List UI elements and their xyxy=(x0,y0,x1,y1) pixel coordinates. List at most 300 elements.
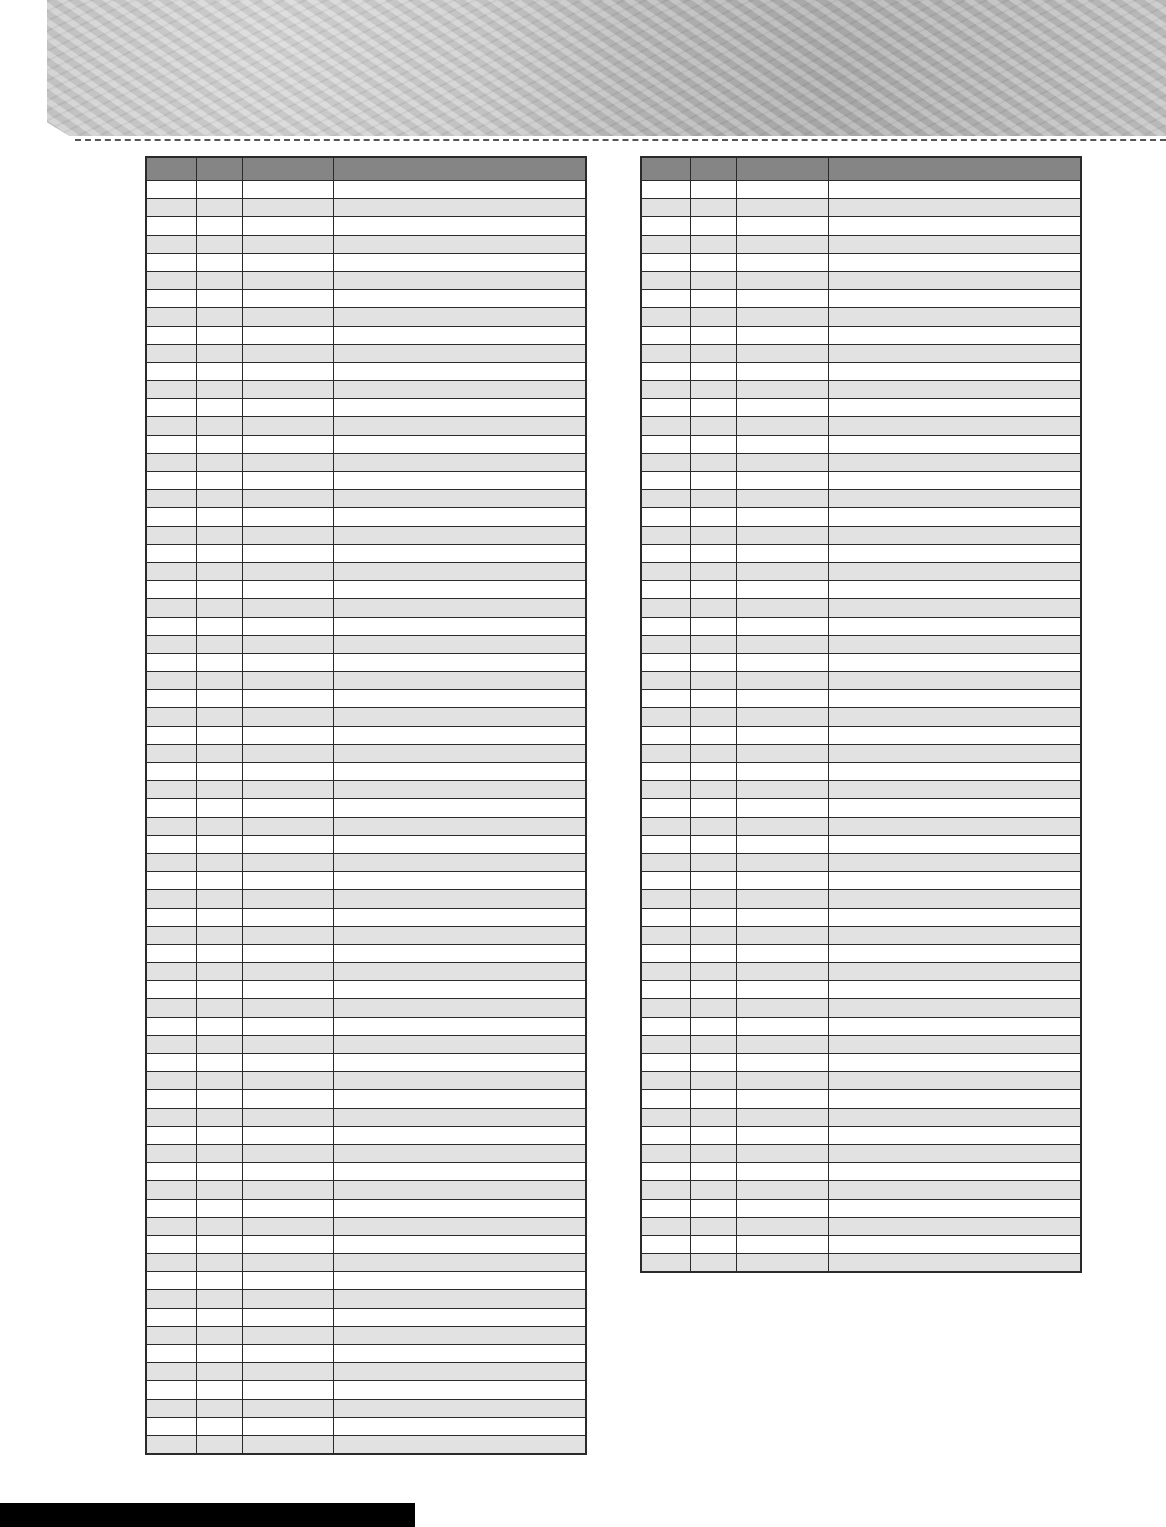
table-cell xyxy=(196,271,242,289)
table-cell xyxy=(690,581,736,599)
table-row xyxy=(146,1217,586,1235)
table-cell xyxy=(242,763,333,781)
table-row xyxy=(641,653,1081,671)
table-cell xyxy=(333,253,586,271)
table-cell xyxy=(242,1290,333,1308)
table-cell xyxy=(242,526,333,544)
table-row xyxy=(146,1399,586,1417)
table-cell xyxy=(641,963,690,981)
table-cell xyxy=(828,981,1081,999)
table-cell xyxy=(333,981,586,999)
table-cell xyxy=(690,1144,736,1162)
table-cell xyxy=(828,326,1081,344)
table-row xyxy=(641,763,1081,781)
table-cell xyxy=(146,490,196,508)
table-row xyxy=(641,1199,1081,1217)
table-cell xyxy=(828,617,1081,635)
table-cell xyxy=(333,1435,586,1453)
table-cell xyxy=(333,435,586,453)
table-row xyxy=(146,217,586,235)
table-cell xyxy=(146,1308,196,1326)
table-cell xyxy=(828,417,1081,435)
table-cell xyxy=(641,1108,690,1126)
table-cell xyxy=(242,1272,333,1290)
table-cell xyxy=(333,653,586,671)
table-cell xyxy=(690,690,736,708)
table-cell xyxy=(196,181,242,199)
table-cell xyxy=(146,835,196,853)
table-cell xyxy=(242,653,333,671)
table-cell xyxy=(146,526,196,544)
table-cell xyxy=(641,981,690,999)
table-cell xyxy=(196,817,242,835)
table-cell xyxy=(828,926,1081,944)
table-row xyxy=(641,235,1081,253)
table-row xyxy=(146,890,586,908)
table-cell xyxy=(333,726,586,744)
table-cell xyxy=(641,890,690,908)
table-cell xyxy=(333,1017,586,1035)
table-cell xyxy=(146,944,196,962)
table-cell xyxy=(641,781,690,799)
table-row xyxy=(146,508,586,526)
table-cell xyxy=(641,744,690,762)
table-cell xyxy=(242,835,333,853)
table-cell xyxy=(196,672,242,690)
table-row xyxy=(641,1017,1081,1035)
table-cell xyxy=(333,799,586,817)
table-row xyxy=(146,1235,586,1253)
table-row xyxy=(641,326,1081,344)
table-cell xyxy=(690,799,736,817)
table-cell xyxy=(641,1090,690,1108)
table-cell xyxy=(146,1235,196,1253)
table-cell xyxy=(146,381,196,399)
table-cell xyxy=(736,1126,828,1144)
table-cell xyxy=(690,235,736,253)
table-cell xyxy=(242,472,333,490)
table-row xyxy=(641,1035,1081,1053)
table-cell xyxy=(736,963,828,981)
table-cell xyxy=(828,199,1081,217)
table-row xyxy=(146,181,586,199)
table-cell xyxy=(828,690,1081,708)
table-row xyxy=(641,708,1081,726)
table-cell xyxy=(242,271,333,289)
table-row xyxy=(641,926,1081,944)
table-cell xyxy=(736,526,828,544)
table-cell xyxy=(736,1054,828,1072)
table-cell xyxy=(242,1308,333,1326)
table-cell xyxy=(146,1072,196,1090)
table-cell xyxy=(242,1126,333,1144)
table-row xyxy=(146,708,586,726)
table-cell xyxy=(196,1326,242,1344)
table-cell xyxy=(736,1217,828,1235)
table-cell xyxy=(736,344,828,362)
table-cell xyxy=(146,290,196,308)
table-cell xyxy=(146,799,196,817)
table-cell xyxy=(333,1108,586,1126)
table-cell xyxy=(333,562,586,580)
table-cell xyxy=(196,290,242,308)
table-cell xyxy=(242,817,333,835)
table-cell xyxy=(828,781,1081,799)
table-cell xyxy=(641,562,690,580)
table-cell xyxy=(828,635,1081,653)
table-cell xyxy=(641,399,690,417)
table-cell xyxy=(333,835,586,853)
table-cell xyxy=(146,453,196,471)
table-cell xyxy=(828,526,1081,544)
table-cell xyxy=(690,435,736,453)
table-cell xyxy=(690,926,736,944)
table-cell xyxy=(641,435,690,453)
table-cell xyxy=(828,472,1081,490)
table-cell xyxy=(828,181,1081,199)
table-cell xyxy=(146,981,196,999)
column-header xyxy=(828,157,1081,181)
table-cell xyxy=(690,181,736,199)
table-row xyxy=(146,1308,586,1326)
table-cell xyxy=(828,726,1081,744)
table-cell xyxy=(196,344,242,362)
table-cell xyxy=(146,690,196,708)
table-cell xyxy=(196,835,242,853)
table-cell xyxy=(333,1090,586,1108)
table-cell xyxy=(736,926,828,944)
table-row xyxy=(641,253,1081,271)
table-cell xyxy=(196,472,242,490)
table-row xyxy=(146,399,586,417)
table-cell xyxy=(736,1163,828,1181)
column-header xyxy=(242,157,333,181)
table-cell xyxy=(196,1290,242,1308)
table-cell xyxy=(736,817,828,835)
table-cell xyxy=(736,271,828,289)
table-cell xyxy=(828,253,1081,271)
table-row xyxy=(641,1235,1081,1253)
table-cell xyxy=(242,253,333,271)
table-cell xyxy=(690,981,736,999)
table-cell xyxy=(146,1108,196,1126)
table-cell xyxy=(690,835,736,853)
table-cell xyxy=(828,217,1081,235)
table-cell xyxy=(828,453,1081,471)
table-cell xyxy=(641,599,690,617)
table-cell xyxy=(196,981,242,999)
table-cell xyxy=(333,599,586,617)
table-cell xyxy=(690,1235,736,1253)
table-cell xyxy=(146,672,196,690)
table-cell xyxy=(333,1417,586,1435)
table-cell xyxy=(196,508,242,526)
table-row xyxy=(146,817,586,835)
table-row xyxy=(146,726,586,744)
table-cell xyxy=(146,744,196,762)
table-cell xyxy=(333,1054,586,1072)
table-row xyxy=(146,1326,586,1344)
table-row xyxy=(641,1108,1081,1126)
column-header xyxy=(736,157,828,181)
table-cell xyxy=(242,1108,333,1126)
table-row xyxy=(641,1163,1081,1181)
table-cell xyxy=(333,1072,586,1090)
table-cell xyxy=(196,1254,242,1272)
table-cell xyxy=(641,199,690,217)
table-cell xyxy=(736,744,828,762)
table-cell xyxy=(828,1199,1081,1217)
table-cell xyxy=(641,544,690,562)
table-cell xyxy=(641,217,690,235)
table-cell xyxy=(690,653,736,671)
table-row xyxy=(146,271,586,289)
table-cell xyxy=(146,653,196,671)
table-row xyxy=(641,199,1081,217)
column-header xyxy=(333,157,586,181)
table-cell xyxy=(828,744,1081,762)
table-cell xyxy=(196,526,242,544)
table-cell xyxy=(196,908,242,926)
table-cell xyxy=(690,999,736,1017)
table-cell xyxy=(736,490,828,508)
table-cell xyxy=(736,581,828,599)
table-cell xyxy=(146,581,196,599)
table-row xyxy=(641,181,1081,199)
table-cell xyxy=(242,344,333,362)
table-cell xyxy=(333,926,586,944)
table-cell xyxy=(146,781,196,799)
table-cell xyxy=(242,908,333,926)
table-cell xyxy=(333,944,586,962)
table-cell xyxy=(641,690,690,708)
table-cell xyxy=(641,635,690,653)
table-cell xyxy=(242,399,333,417)
table-cell xyxy=(333,690,586,708)
table-cell xyxy=(828,653,1081,671)
table-cell xyxy=(196,1381,242,1399)
table-cell xyxy=(196,253,242,271)
table-row xyxy=(146,1363,586,1381)
table-row xyxy=(641,1254,1081,1272)
table-cell xyxy=(146,999,196,1017)
table-row xyxy=(146,362,586,380)
table-right xyxy=(640,156,1082,1273)
table-row xyxy=(146,1126,586,1144)
table-cell xyxy=(196,1054,242,1072)
table-cell xyxy=(828,908,1081,926)
table-row xyxy=(146,1381,586,1399)
table-cell xyxy=(242,1363,333,1381)
table-cell xyxy=(196,653,242,671)
table-cell xyxy=(736,617,828,635)
table-cell xyxy=(690,890,736,908)
table-cell xyxy=(828,381,1081,399)
table-cell xyxy=(146,853,196,871)
table-cell xyxy=(641,1254,690,1272)
table-cell xyxy=(333,271,586,289)
table-cell xyxy=(736,508,828,526)
table-cell xyxy=(196,926,242,944)
table-cell xyxy=(690,417,736,435)
table-cell xyxy=(196,326,242,344)
table-cell xyxy=(690,381,736,399)
table-row xyxy=(641,1144,1081,1162)
table-cell xyxy=(333,635,586,653)
table-cell xyxy=(242,308,333,326)
table-cell xyxy=(196,1108,242,1126)
table-cell xyxy=(690,1017,736,1035)
table-cell xyxy=(333,817,586,835)
table-cell xyxy=(736,435,828,453)
table-cell xyxy=(146,1163,196,1181)
table-cell xyxy=(146,1363,196,1381)
table-cell xyxy=(641,872,690,890)
table-cell xyxy=(736,1199,828,1217)
table-row xyxy=(146,344,586,362)
table-cell xyxy=(828,853,1081,871)
table-cell xyxy=(333,1326,586,1344)
table-cell xyxy=(736,235,828,253)
table-cell xyxy=(146,399,196,417)
table-cell xyxy=(333,1144,586,1162)
table-cell xyxy=(242,999,333,1017)
table-cell xyxy=(146,544,196,562)
table-row xyxy=(146,981,586,999)
table-row xyxy=(146,872,586,890)
table-row xyxy=(146,1435,586,1453)
table-cell xyxy=(690,635,736,653)
table-cell xyxy=(736,544,828,562)
table-cell xyxy=(196,1126,242,1144)
table-cell xyxy=(242,199,333,217)
table-row xyxy=(641,526,1081,544)
table-cell xyxy=(736,944,828,962)
table-row xyxy=(146,544,586,562)
table-cell xyxy=(690,271,736,289)
table-cell xyxy=(242,744,333,762)
table-cell xyxy=(146,1326,196,1344)
table-cell xyxy=(736,890,828,908)
table-cell xyxy=(333,362,586,380)
table-cell xyxy=(333,1254,586,1272)
table-cell xyxy=(333,508,586,526)
table-row xyxy=(641,944,1081,962)
table-cell xyxy=(196,1163,242,1181)
table-cell xyxy=(690,326,736,344)
table-cell xyxy=(641,908,690,926)
table-cell xyxy=(196,763,242,781)
table-cell xyxy=(242,617,333,635)
table-cell xyxy=(828,1181,1081,1199)
table-row xyxy=(641,1054,1081,1072)
table-row xyxy=(146,1035,586,1053)
table-cell xyxy=(690,1217,736,1235)
table-cell xyxy=(690,508,736,526)
table-cell xyxy=(242,217,333,235)
table-cell xyxy=(242,635,333,653)
table-cell xyxy=(242,581,333,599)
table-cell xyxy=(641,1017,690,1035)
table-cell xyxy=(333,1345,586,1363)
table-cell xyxy=(146,253,196,271)
table-cell xyxy=(333,344,586,362)
table-cell xyxy=(242,690,333,708)
table-cell xyxy=(242,853,333,871)
table-cell xyxy=(196,599,242,617)
table-cell xyxy=(333,708,586,726)
table-cell xyxy=(242,181,333,199)
table-cell xyxy=(736,672,828,690)
table-cell xyxy=(242,417,333,435)
table-cell xyxy=(828,1017,1081,1035)
table-cell xyxy=(641,1144,690,1162)
table-cell xyxy=(736,1035,828,1053)
table-cell xyxy=(333,490,586,508)
table-cell xyxy=(736,326,828,344)
table-cell xyxy=(333,326,586,344)
table-row xyxy=(146,1054,586,1072)
table-cell xyxy=(242,1235,333,1253)
table-cell xyxy=(690,1035,736,1053)
table-cell xyxy=(242,1254,333,1272)
table-cell xyxy=(146,1144,196,1162)
table-cell xyxy=(196,781,242,799)
table-cell xyxy=(333,417,586,435)
table-row xyxy=(641,799,1081,817)
table-cell xyxy=(196,417,242,435)
table-cell xyxy=(146,508,196,526)
table-cell xyxy=(736,1235,828,1253)
table-cell xyxy=(146,1417,196,1435)
table-cell xyxy=(196,1399,242,1417)
table-cell xyxy=(146,963,196,981)
table-cell xyxy=(333,1381,586,1399)
table-row xyxy=(146,562,586,580)
table-cell xyxy=(828,1072,1081,1090)
table-cell xyxy=(828,890,1081,908)
table-cell xyxy=(242,1217,333,1235)
table-row xyxy=(641,781,1081,799)
table-cell xyxy=(736,763,828,781)
table-row xyxy=(146,1272,586,1290)
table-cell xyxy=(641,1072,690,1090)
table-cell xyxy=(146,235,196,253)
table-cell xyxy=(242,1181,333,1199)
table-row xyxy=(146,235,586,253)
table-cell xyxy=(146,271,196,289)
table-cell xyxy=(242,1381,333,1399)
table-cell xyxy=(333,1272,586,1290)
table-cell xyxy=(828,308,1081,326)
table-row xyxy=(641,271,1081,289)
table-cell xyxy=(641,453,690,471)
table-row xyxy=(146,672,586,690)
table-cell xyxy=(146,817,196,835)
table-cell xyxy=(736,635,828,653)
table-cell xyxy=(641,362,690,380)
table-cell xyxy=(333,781,586,799)
table-cell xyxy=(242,672,333,690)
table-cell xyxy=(242,508,333,526)
table-cell xyxy=(641,526,690,544)
table-cell xyxy=(242,1199,333,1217)
table-cell xyxy=(736,308,828,326)
table-row xyxy=(146,490,586,508)
table-row xyxy=(641,308,1081,326)
table-cell xyxy=(146,617,196,635)
table-row xyxy=(641,908,1081,926)
